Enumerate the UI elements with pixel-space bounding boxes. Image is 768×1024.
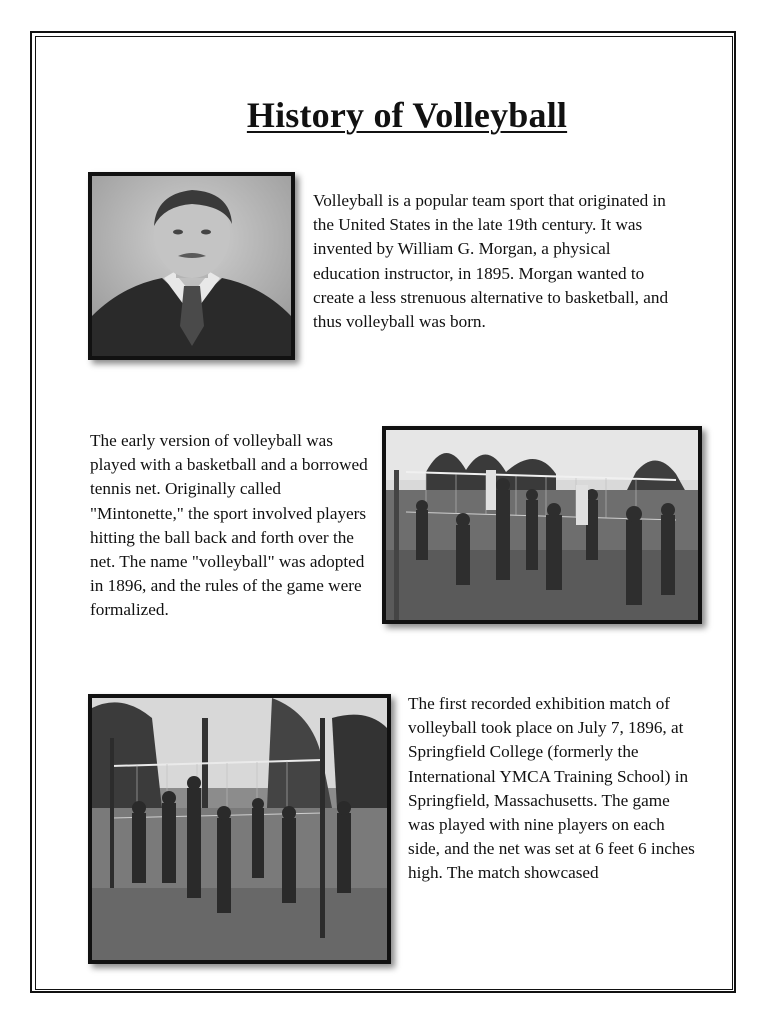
beach-volleyball-photo [382, 426, 702, 624]
field-volleyball-photo [88, 694, 391, 964]
paragraph-intro: Volleyball is a popular team sport that originated in the United States in the late 19th century. It was invented by William G. Morgan, a physical education instructor, in 1895. Morgan wanted to create a less strenuous alternative to basketball, and thus volleyball was born. [313, 191, 669, 332]
paragraph-early-version: The early version of volleyball was played with a basketball and a borrowed tennis net. Originally called "Mintonette," the sport involved players hitting the ball back and forth over the net. The name "volleyball" was adopted in 1896, and the rules of the game were formalized. [90, 431, 368, 620]
paragraph-first-match: The first recorded exhibition match of volleyball took place on July 7, 1896, at Springfield College (formerly the International YMCA Training School) in Springfield, Massachusetts. The game was played with nine players on each side, and the net was set at 6 feet 6 inches high. The match showcased [408, 694, 695, 883]
portrait-photo [88, 172, 295, 360]
page-title: History of Volleyball [246, 95, 568, 135]
